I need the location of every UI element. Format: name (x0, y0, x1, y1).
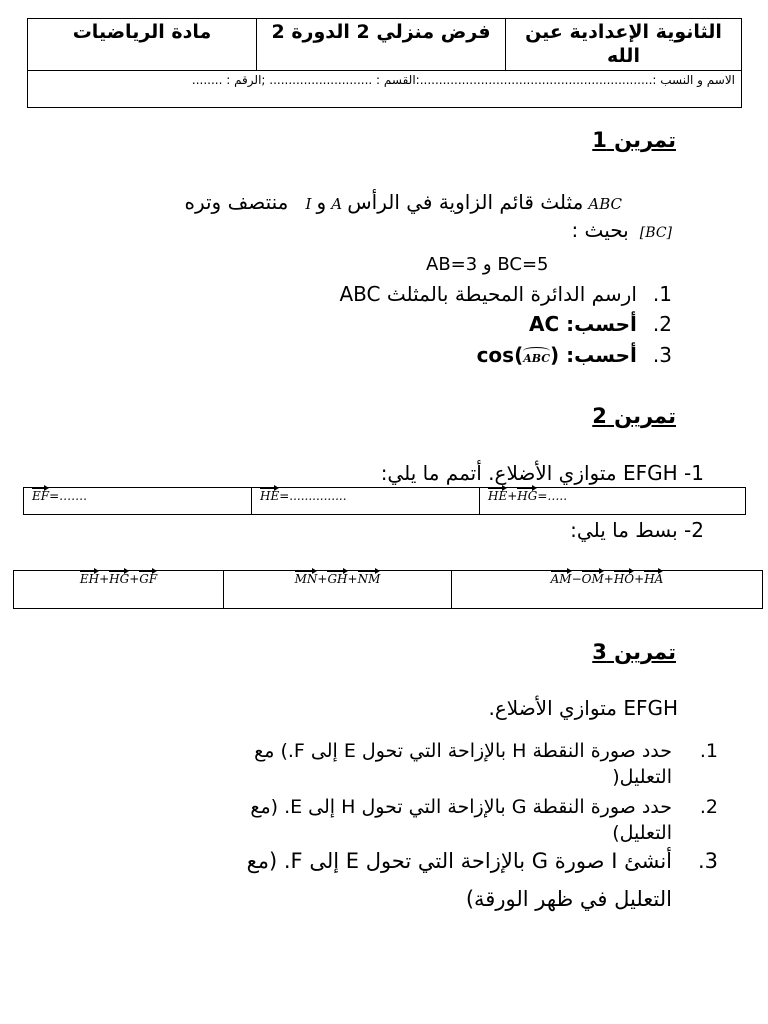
ex3-item-3 (132, 846, 718, 914)
op: + (99, 572, 110, 586)
ex1-item-1 (339, 282, 672, 306)
cos-close: ) (550, 343, 560, 367)
ex1-intro-a: مثلث قائم الزاوية في الرأس (347, 190, 584, 214)
cos-expression (477, 343, 560, 367)
subject-cell: مادة الرياضيات (28, 19, 257, 71)
angle-abc: ABC (523, 352, 550, 365)
vec-om: OM (581, 572, 604, 586)
school-cell: الثانوية الإعدادية عين الله (506, 19, 742, 71)
ex1-item-1-num: 1. (652, 282, 672, 306)
t1-cell-he[interactable] (252, 488, 480, 515)
t2-cell-2[interactable] (224, 571, 452, 609)
vec-nm: NM (357, 572, 381, 586)
t1-cell-he-hg[interactable] (480, 488, 746, 515)
vec-mn: MN (294, 572, 318, 586)
cos-open: cos( (476, 343, 524, 367)
plus-sign: + (507, 489, 518, 503)
vec-ho: HO (613, 572, 635, 586)
ex3-item-2-line2: التعليل) (612, 822, 672, 844)
segment-bc: [BC] (639, 225, 672, 241)
ex2-title: تمرين 2 (592, 404, 676, 428)
ex3-item-3-line1: أنشئ I صورة G بالإزاحة التي تحول E إلى F. (مع (246, 849, 672, 873)
ex1-title: تمرين 1 (592, 128, 676, 152)
t1-cell-he-hg-rest: =….. (537, 489, 568, 503)
t1-cell-ef-rest: =……. (49, 489, 87, 503)
ex3-item-3-num: 3. (697, 849, 718, 873)
ex1-such-that: بحيث : (571, 218, 629, 242)
ex1-item-2 (529, 312, 672, 336)
ex3-item-1-line1: حدد صورة النقطة H بالإزاحة التي تحول E إلى F.) مع (254, 740, 672, 762)
ex1-item-1-text: ارسم الدائرة المحيطة بالمثلث ABC (339, 282, 637, 306)
vec-he-2: HE (488, 489, 508, 503)
vec-hg: HG (517, 489, 538, 503)
ex3-item-2-line1: حدد صورة النقطة G بالإزاحة التي تحول H إلى E. (مع (250, 796, 672, 818)
op: − (571, 572, 582, 586)
t1-cell-ef[interactable] (24, 488, 252, 515)
var-abc: ABC (588, 195, 622, 213)
ex1-given: AB=3 و BC=5 (426, 254, 549, 275)
vec-hg-2: HG (109, 572, 130, 586)
ex1-item-3-text-a: أحسب: (566, 343, 637, 367)
vec-am: AM (550, 572, 572, 586)
vec-he: HE (260, 489, 280, 503)
ex2-table-1 (23, 487, 746, 515)
op: + (347, 572, 358, 586)
vec-gh: GH (327, 572, 348, 586)
ex3-title: تمرين 3 (592, 640, 676, 664)
ex1-item-3 (477, 343, 672, 367)
ex3-item-2 (132, 794, 718, 846)
t1-cell-he-rest: =............... (279, 489, 347, 503)
ex2-q1: 1- EFGH متوازي الأضلاع. أتمم ما يلي: (380, 461, 704, 485)
vec-gf: GF (139, 572, 158, 586)
ex3-item-1-line2: التعليل( (612, 766, 672, 788)
ex3-item-3-line2: التعليل في ظهر الورقة) (465, 887, 672, 911)
student-info-line: الاسم و النسب :.............................................................:القسم : ........................... ;الرقم : ........ (28, 71, 742, 108)
vec-ef: EF (32, 489, 50, 503)
t2-cell-3[interactable] (452, 571, 763, 609)
ex1-intro-line2 (571, 218, 672, 242)
ex3-item-1-num: 1. (699, 740, 718, 762)
ex2-q2: 2- بسط ما يلي: (570, 518, 704, 542)
ex3-item-2-num: 2. (699, 796, 718, 818)
exam-cell: فرض منزلي 2 الدورة 2 (257, 19, 506, 71)
op: + (317, 572, 328, 586)
vec-eh: EH (79, 572, 100, 586)
var-i: I (305, 195, 312, 213)
vec-ha: HA (644, 572, 664, 586)
ex1-and: و (316, 190, 327, 214)
op: + (634, 572, 645, 586)
ex2-table-2 (13, 570, 763, 609)
op: + (129, 572, 140, 586)
ex1-intro-b: منتصف وتره (184, 190, 289, 214)
var-a: A (331, 195, 343, 213)
ex3-intro: EFGH متوازي الأضلاع. (488, 696, 678, 720)
ex1-item-2-num: 2. (652, 312, 672, 336)
ex1-item-3-num: 3. (652, 343, 672, 367)
t2-cell-1[interactable] (14, 571, 224, 609)
ex1-intro (184, 190, 622, 214)
ex1-item-2-text: أحسب: AC (528, 312, 637, 336)
ex3-item-1 (132, 738, 718, 790)
op: + (603, 572, 614, 586)
header-table (27, 18, 742, 108)
